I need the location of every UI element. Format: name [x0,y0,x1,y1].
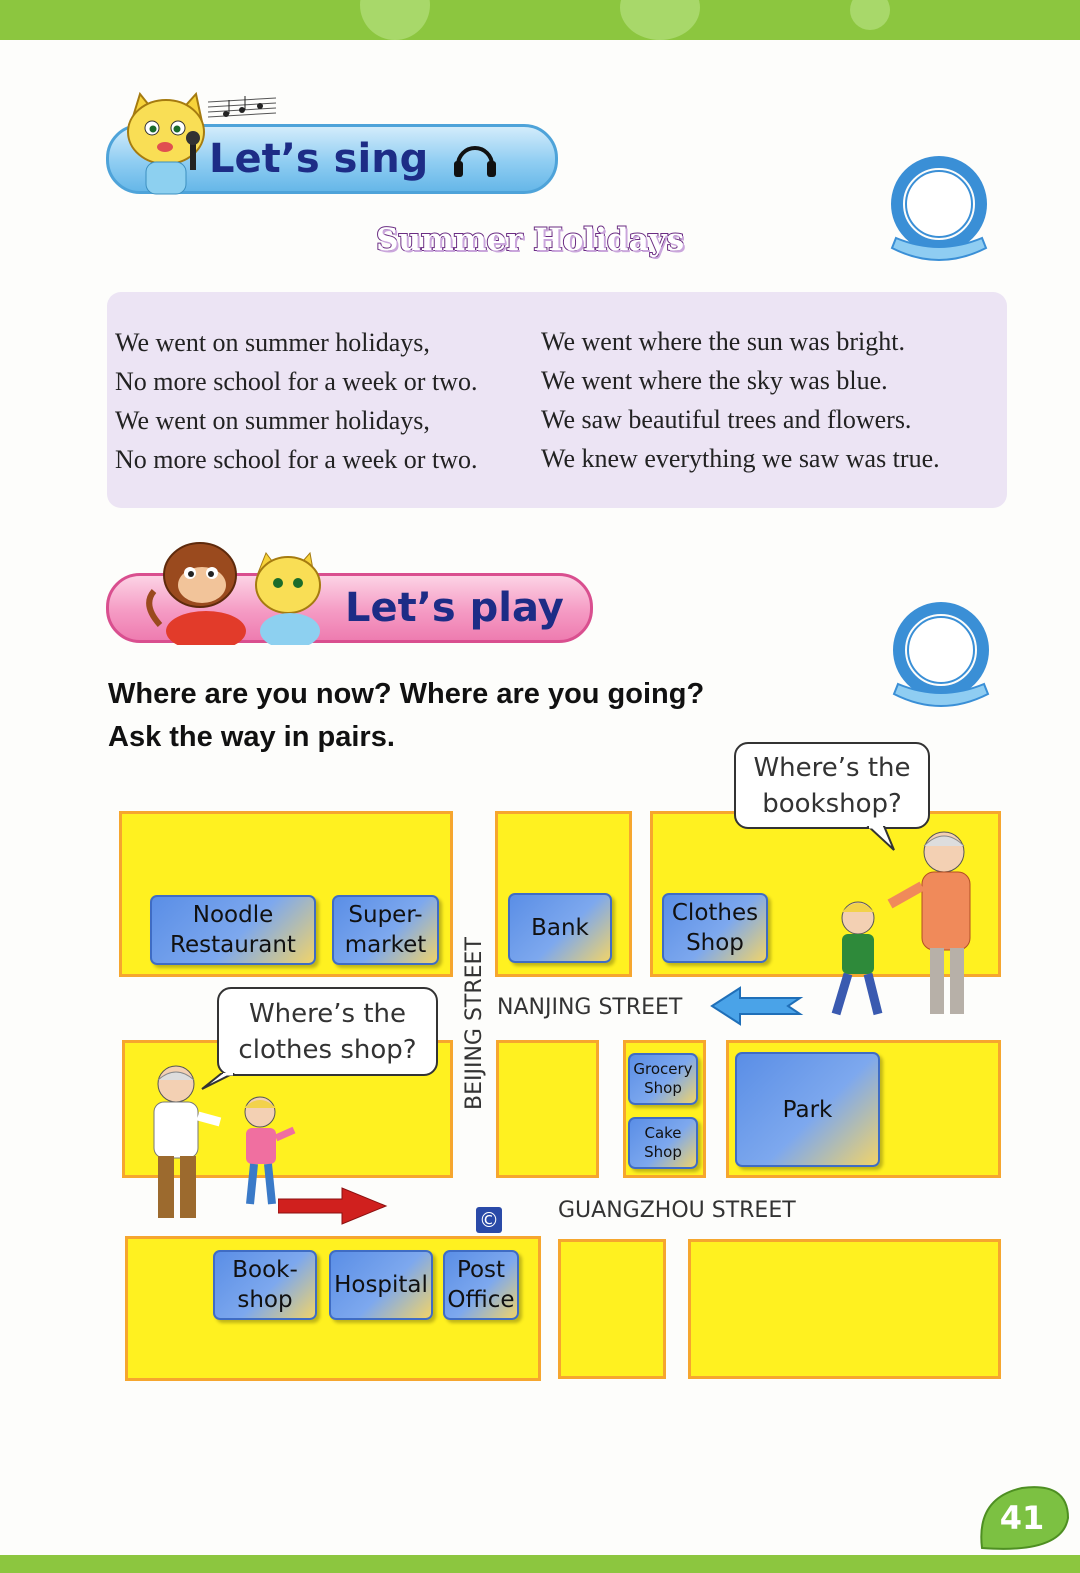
lyric-line: We knew everything we saw was true. [541,444,940,473]
lets-play-title: Let’s play [345,585,564,631]
lyric-line: We went where the sky was blue. [541,366,888,395]
city-block [688,1239,1001,1379]
instruction-line-1: Where are you now? Where are you going? [108,678,705,710]
cat-mascot-icon [118,92,216,196]
top-decorative-bar [0,0,1080,40]
lets-sing-title: Let’s sing [209,136,429,182]
place-clothes-shop[interactable]: Clothes Shop [662,893,768,963]
bubble-text: bookshop? [762,788,902,819]
bubble-text: Where’s the [753,752,911,783]
lyric-line: No more school for a week or two. [115,367,478,396]
girl-character-icon [228,1090,298,1215]
monkey-and-cat-mascot-icon [140,535,340,645]
bus-stop-sign: © [476,1207,502,1233]
arrow-left-icon [710,986,804,1026]
speech-bubble-bookshop [734,742,930,829]
place-park[interactable]: Park [735,1052,880,1167]
circle-decoration [620,0,700,40]
place-grocery-shop[interactable]: Grocery Shop [628,1053,698,1105]
place-post-office[interactable]: Post Office [443,1250,519,1320]
lyric-line: We went where the sun was bright. [541,327,905,356]
bottom-decorative-bar [0,1555,1080,1573]
lyrics-box [107,292,1007,508]
grandmother-character-icon [884,826,994,1026]
page-number: 41 [999,1499,1045,1537]
music-notes-icon [206,92,278,126]
bubble-text: clothes shop? [238,1034,417,1065]
song-title: Summer Holidays [376,222,685,258]
lyric-line: No more school for a week or two. [115,445,478,474]
place-cake-shop[interactable]: Cake Shop [628,1117,698,1169]
bubble-text: Where’s the [248,998,407,1029]
city-block [558,1239,666,1379]
boy-character-icon [818,896,898,1026]
lyric-line: We saw beautiful trees and flowers. [541,405,912,434]
headphones-icon [450,139,500,179]
lyric-line: We went on summer holidays, [115,406,430,435]
group-assessment-badge-icon [886,598,996,708]
speech-bubble-clothes-shop [217,987,438,1076]
city-block [496,1040,599,1178]
group-assessment-badge-icon [884,152,994,262]
lyric-line: We went on summer holidays, [115,328,430,357]
grandfather-character-icon [124,1060,224,1225]
place-bookshop[interactable]: Book-shop [213,1250,317,1320]
street-label-guangzhou: GUANGZHOU STREET [558,1198,796,1223]
circle-decoration [850,0,890,30]
street-label-nanjing: NANJING STREET [497,995,683,1020]
street-label-beijing: BEIJING STREET [462,937,487,1110]
place-noodle-restaurant[interactable]: Noodle Restaurant [150,895,316,965]
place-hospital[interactable]: Hospital [329,1250,433,1320]
place-bank[interactable]: Bank [508,893,612,963]
circle-decoration [360,0,430,40]
instruction-line-2: Ask the way in pairs. [108,721,395,753]
place-supermarket[interactable]: Super-market [332,895,439,965]
